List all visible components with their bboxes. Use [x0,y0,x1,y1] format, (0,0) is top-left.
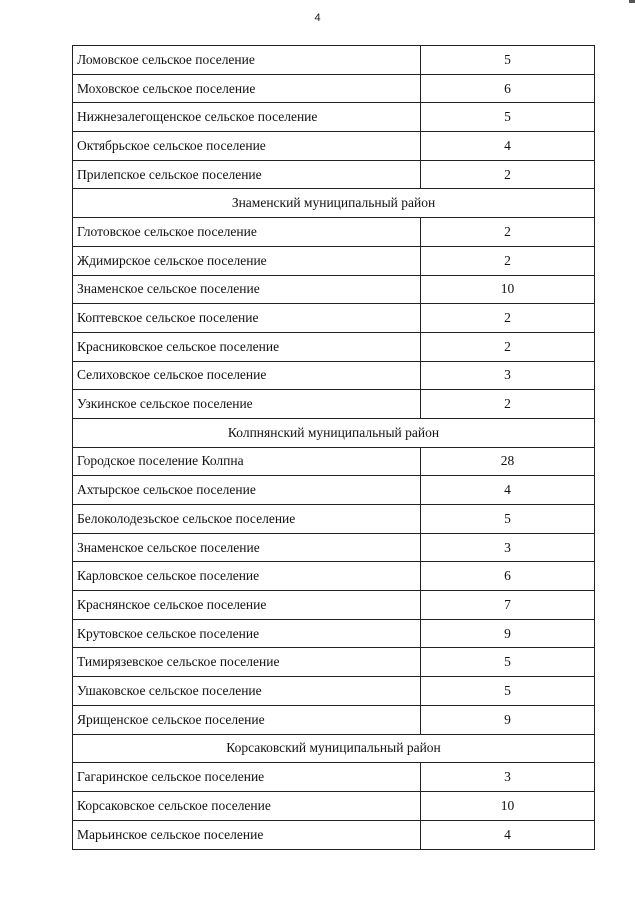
settlement-value: 28 [500,453,515,469]
table-row [73,706,594,735]
settlement-value: 4 [504,482,511,498]
settlement-value: 2 [504,166,511,182]
settlement-value: 5 [504,682,511,698]
table-row [73,46,594,75]
district-header-row [73,189,594,218]
table-row [73,534,594,563]
settlement-value: 10 [500,281,515,297]
settlement-value: 4 [504,137,511,153]
table-row [73,591,594,620]
settlement-value: 6 [504,568,511,584]
table-row [73,505,594,534]
district-header-row [73,419,594,448]
district-name: Знаменский муниципальный район [231,195,436,211]
settlement-name: Крутовское сельское поселение [73,620,421,648]
table-row [73,821,594,850]
table-row [73,132,594,161]
settlement-value: 4 [504,826,511,842]
settlement-name: Ушаковское сельское поселение [73,677,421,705]
scan-corner-mark [629,0,635,3]
district-header-row [73,735,594,764]
settlement-value: 5 [504,51,511,67]
table-row [73,362,594,391]
settlement-value: 2 [504,310,511,326]
settlement-name: Красниковское сельское поселение [73,333,421,361]
settlement-value: 2 [504,252,511,268]
settlement-name: Коптевское сельское поселение [73,304,421,332]
settlement-name: Моховское сельское поселение [73,75,421,103]
table-row [73,792,594,821]
settlement-name: Марьинское сельское поселение [73,821,421,850]
settlement-name: Прилепское сельское поселение [73,161,421,189]
settlement-value: 2 [504,396,511,412]
table-row [73,161,594,190]
settlement-name: Ярищенское сельское поселение [73,706,421,734]
settlement-name: Корсаковское сельское поселение [73,792,421,820]
table-row [73,304,594,333]
settlement-name: Октябрьское сельское поселение [73,132,421,160]
page-number: 4 [314,12,321,24]
settlement-value: 3 [504,539,511,555]
settlement-value: 5 [504,510,511,526]
table-row [73,677,594,706]
table-row [73,476,594,505]
settlement-value: 9 [504,711,511,727]
table-row [73,620,594,649]
settlement-value: 6 [504,80,511,96]
table-row [73,333,594,362]
settlement-value: 3 [504,769,511,785]
settlement-name: Нижнезалегощенское сельское поселение [73,103,421,131]
settlement-name: Селиховское сельское поселение [73,362,421,390]
table-row [73,103,594,132]
settlement-name: Белоколодезьское сельское поселение [73,505,421,533]
settlement-name: Ломовское сельское поселение [73,46,421,74]
settlement-name: Краснянское сельское поселение [73,591,421,619]
table-row [73,763,594,792]
table-row [73,218,594,247]
settlement-name: Ахтырское сельское поселение [73,476,421,504]
settlement-value: 5 [504,654,511,670]
table-row [73,75,594,104]
settlement-value: 2 [504,338,511,354]
settlement-value: 7 [504,596,511,612]
settlement-name: Тимирязевское сельское поселение [73,648,421,676]
settlement-value: 5 [504,109,511,125]
table-row [73,247,594,276]
settlement-name: Карловское сельское поселение [73,562,421,590]
settlement-value: 3 [504,367,511,383]
settlement-name: Знаменское сельское поселение [73,534,421,562]
settlement-value: 9 [504,625,511,641]
settlement-value: 10 [500,797,515,813]
settlement-name: Знаменское сельское поселение [73,276,421,304]
settlement-name: Городское поселение Колпна [73,448,421,476]
table-row [73,276,594,305]
settlements-table [72,45,595,850]
table-row [73,648,594,677]
settlement-name: Гагаринское сельское поселение [73,763,421,791]
table-row [73,562,594,591]
settlement-name: Глотовское сельское поселение [73,218,421,246]
table-row [73,390,594,419]
settlement-name: Узкинское сельское поселение [73,390,421,418]
district-name: Колпнянский муниципальный район [227,424,440,440]
settlement-value: 2 [504,223,511,239]
district-name: Корсаковский муниципальный район [226,740,441,756]
table-row [73,448,594,477]
settlement-name: Ждимирское сельское поселение [73,247,421,275]
